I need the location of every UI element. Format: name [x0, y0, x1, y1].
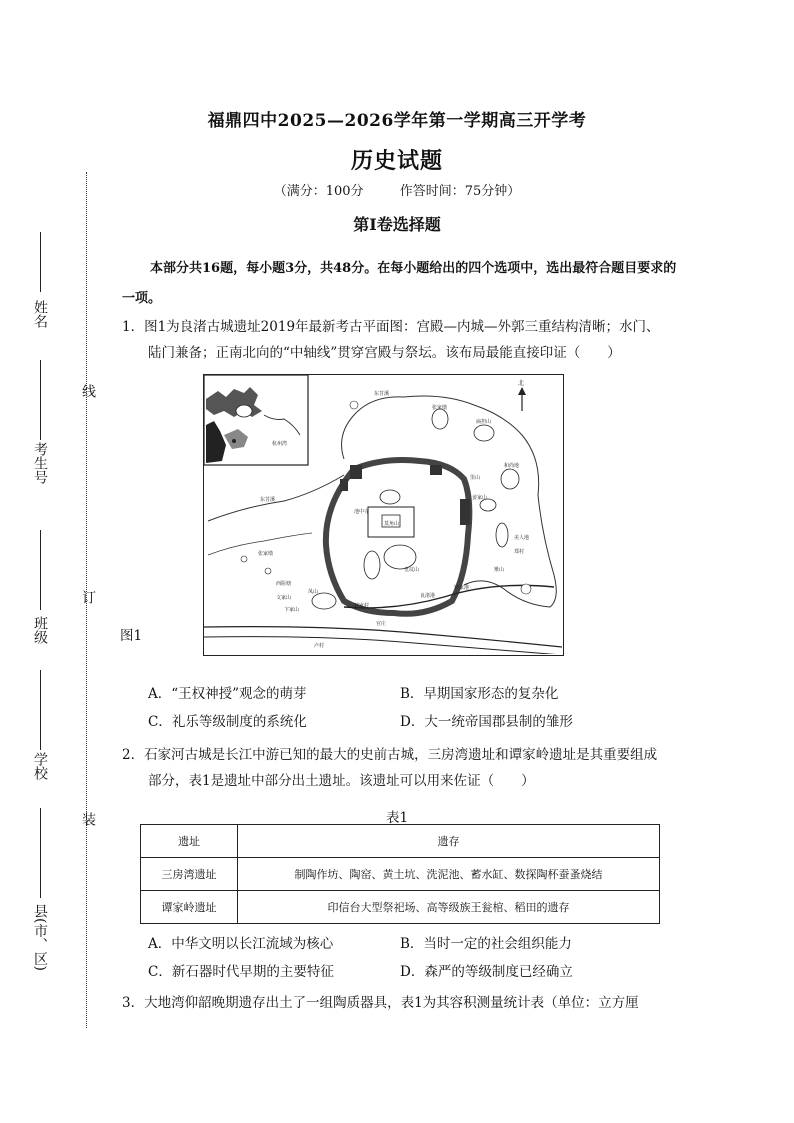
svg-text:西险塘: 西险塘 [276, 581, 292, 587]
option-b[interactable]: B．早期国家形态的复杂化 [400, 686, 559, 702]
question-2 [122, 742, 682, 794]
svg-text:东苕溪: 东苕溪 [374, 391, 390, 397]
svg-text:郑村: 郑村 [514, 549, 525, 555]
svg-text:钟家港: 钟家港 [454, 585, 470, 591]
field-class-underline [40, 530, 41, 610]
question-number: 3． [122, 995, 145, 1011]
svg-text:美人地: 美人地 [514, 535, 530, 541]
option-a[interactable]: A．中华文明以长江流域为核心 [148, 936, 334, 952]
table-cell-site: 谭家岭遗址 [141, 891, 238, 924]
question-stem-cont: 部分，表1是遗址中部分出土遗址。该遗址可以用来佐证（ ） [148, 773, 535, 789]
palace-area [354, 490, 419, 579]
table-1 [140, 824, 660, 924]
subject-title: 历史试题 [350, 148, 443, 174]
question-number: 2． [122, 747, 145, 763]
field-county-label: 县(市、区) [32, 904, 48, 971]
table-1-caption: 表1 [385, 810, 409, 826]
svg-text:凤山: 凤山 [308, 589, 319, 595]
section-title: 第I卷选择题 [353, 215, 441, 234]
north-arrow-icon [518, 379, 526, 411]
inset-label-taihu: 太湖 [208, 417, 219, 423]
field-school-underline [40, 670, 41, 750]
question-2-options [148, 928, 688, 984]
table-header-remains: 遗存 [238, 825, 660, 858]
question-number: 1． [122, 319, 145, 335]
table-header-site: 遗址 [141, 825, 238, 858]
binding-mark-zhuang: 装 [80, 812, 96, 826]
question-1 [122, 314, 682, 366]
option-d[interactable]: D．大一统帝国郡县制的雏形 [400, 714, 573, 730]
field-name-underline [40, 232, 41, 292]
svg-text:东苕溪: 东苕溪 [260, 497, 276, 503]
table-cell-remains: 制陶作坊、陶窑、黄土坑、洗泥池、蓄水缸、数探陶杯蚕蚤烧结 [238, 858, 660, 891]
question-stem: 石家河古城是长江中游已知的最大的史前古城，三房湾遗址和谭家岭遗址是其重要组成 [144, 747, 658, 763]
time-info: 作答时间：75分钟） [399, 184, 521, 199]
figure-1-label: 图1 [120, 628, 143, 644]
inset-label-hangzhou-bay: 杭州湾 [272, 441, 288, 447]
svg-text:张家墩: 张家墩 [258, 551, 274, 557]
svg-text:张家墩: 张家墩 [432, 405, 448, 411]
svg-text:良渚港: 良渚港 [420, 593, 436, 599]
binding-mark-ding: 订 [80, 590, 96, 604]
exam-info [0, 180, 794, 199]
section-intro: 本部分共16题，每小题3分，共48分。在每小题给出的四个选项中，选出最符合题目要求的一项。 [122, 261, 677, 306]
option-a[interactable]: A．“王权神授”观念的萌芽 [148, 686, 307, 702]
exam-school-title: 福鼎四中2025—2026学年第一学期高三开学考 [207, 111, 587, 131]
svg-text:皇坟山: 皇坟山 [404, 567, 420, 573]
field-examno-label: 考生号 [32, 442, 48, 484]
field-class-label: 班级 [32, 616, 48, 644]
question-stem: 图1为良渚古城遗址2019年最新考古平面图：宫殿—内城—外郭三重结构清晰；水门、 [144, 319, 660, 335]
score-info: （满分：100分 [273, 184, 364, 199]
question-stem-cont: 陆门兼备；正南北向的“中轴线”贯穿宫殿与祭坛。该布局最能直接印证（ ） [148, 345, 621, 361]
table-header-row [141, 825, 660, 858]
svg-text:雉山: 雉山 [494, 567, 505, 573]
svg-text:文家山: 文家山 [276, 595, 292, 601]
table-row [141, 891, 660, 924]
svg-text:和尚地: 和尚地 [504, 463, 520, 469]
svg-text:钟家村: 钟家村 [354, 603, 370, 609]
question-3 [122, 990, 682, 1016]
svg-text:北: 北 [518, 380, 525, 387]
inset-map [204, 375, 308, 465]
question-stem: 大地湾仰韶晚期遗存出土了一组陶质器具，表1为其容积测量统计表（单位：立方厘 [144, 995, 639, 1011]
field-school-label: 学校 [32, 752, 48, 780]
table-row [141, 858, 660, 891]
option-c[interactable]: C．礼乐等级制度的系统化 [148, 714, 307, 730]
field-examno-underline [40, 360, 41, 440]
liangzhu-site-map [203, 374, 564, 656]
svg-text:卢村: 卢村 [314, 643, 325, 649]
svg-text:莫角山: 莫角山 [384, 521, 400, 527]
option-c[interactable]: C．新石器时代早期的主要特征 [148, 964, 334, 980]
svg-text:扁担山: 扁担山 [476, 419, 492, 425]
question-1-options [148, 678, 688, 734]
svg-text:里山: 里山 [470, 475, 481, 481]
binding-mark-xian: 线 [80, 384, 96, 398]
option-b[interactable]: B．当时一定的社会组织能力 [400, 936, 572, 952]
svg-text:官庄: 官庄 [376, 621, 387, 627]
table-cell-remains: 印信台大型祭祀场、高等级族王瓮棺、稻田的遗存 [238, 891, 660, 924]
svg-text:池中寺: 池中寺 [354, 509, 370, 515]
svg-text:卞家山: 卞家山 [284, 607, 300, 613]
table-cell-site: 三房湾遗址 [141, 858, 238, 891]
svg-text:姜家山: 姜家山 [472, 495, 488, 501]
option-d[interactable]: D．森严的等级制度已经确立 [400, 964, 573, 980]
field-name-label: 姓名 [32, 300, 48, 328]
